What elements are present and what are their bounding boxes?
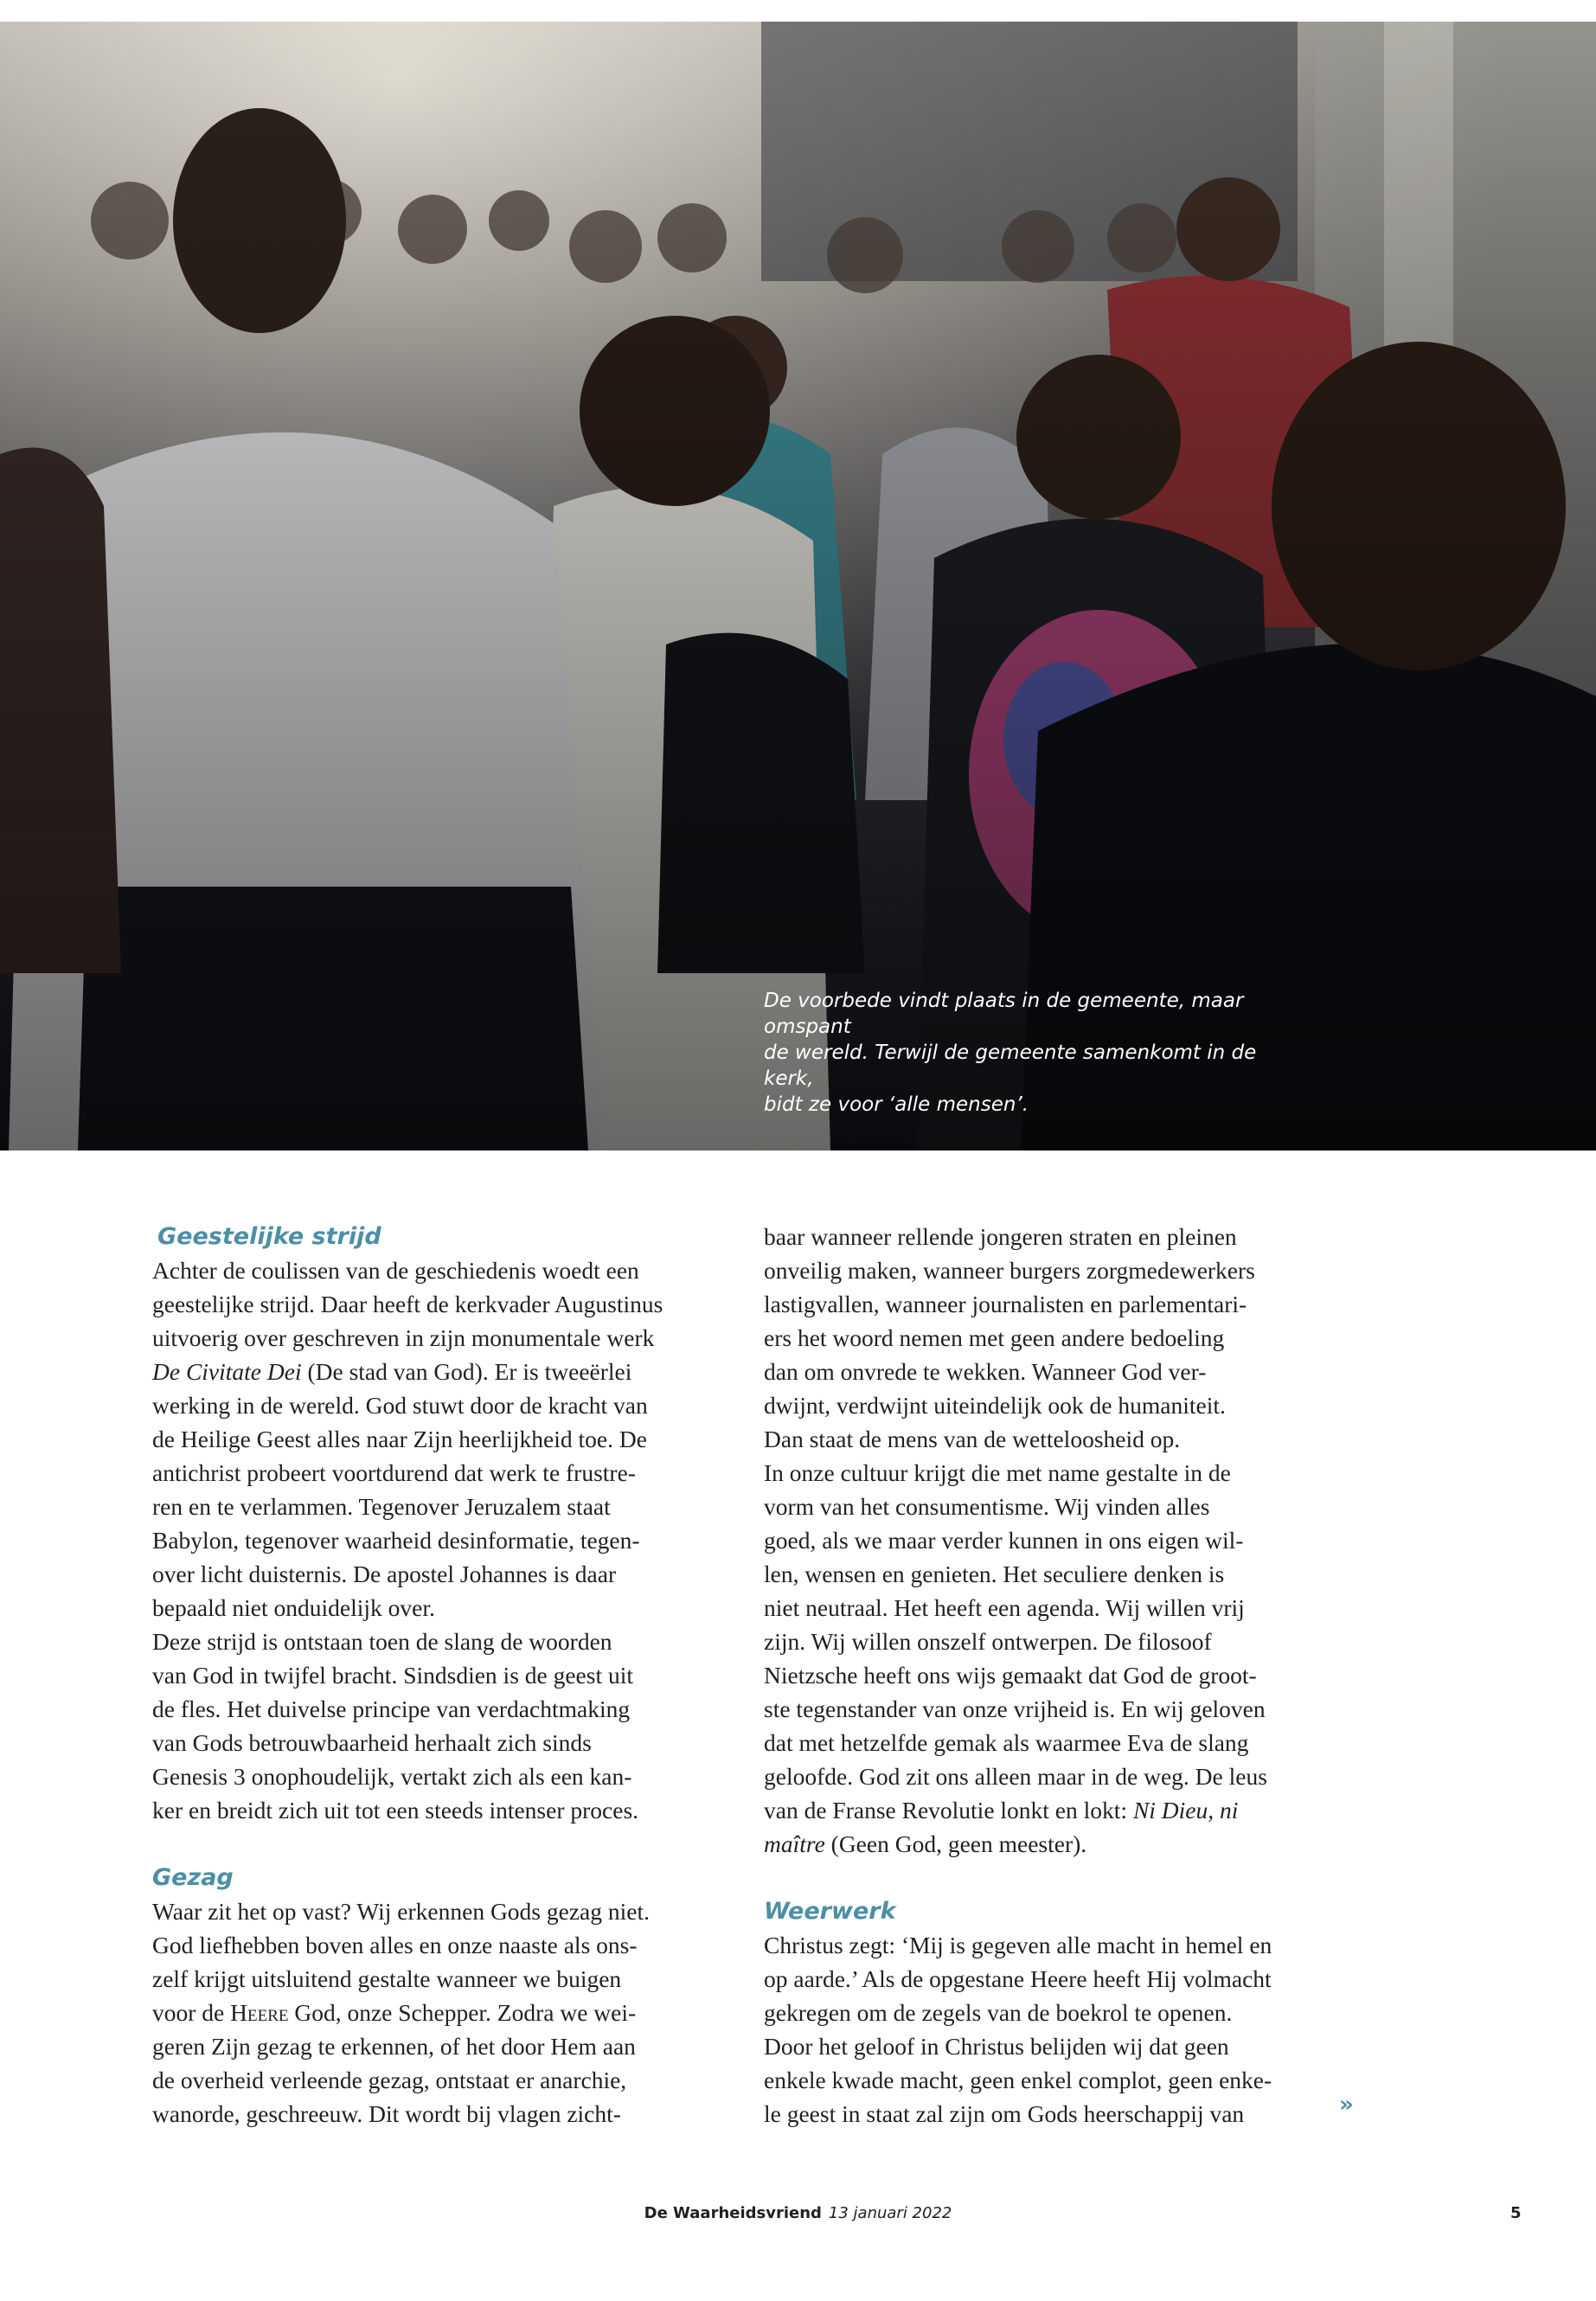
issue-date: 13 januari 2022 — [828, 2204, 952, 2222]
text-line: God, onze Schepper. Zodra we wei- — [288, 1999, 637, 2026]
text-line: gekregen om de zegels van de boekrol te openen. — [764, 1999, 1233, 2026]
text-line: uitvoerig over geschreven in zijn monumentale werk — [152, 1324, 655, 1351]
page-footer — [0, 2204, 1596, 2222]
text-line: voor de — [152, 1999, 231, 2026]
text-line: God liefhebben boven alles en onze naaste als ons- — [152, 1932, 638, 1958]
text-line: werking in de wereld. God stuwt door de kracht van — [152, 1392, 648, 1419]
text-line: vorm van het consumentisme. Wij vinden alles — [764, 1493, 1210, 1520]
lord-smallcaps: Heere — [230, 1999, 289, 2026]
text-line: bepaald niet onduidelijk over. — [152, 1594, 435, 1621]
text-line: Babylon, tegenover waarheid desinformatie, tegen- — [152, 1527, 640, 1554]
text-line: Genesis 3 onophoudelijk, vertakt zich als een kan- — [152, 1763, 632, 1790]
text-line: goed, als we maar verder kunnen in ons eigen wil- — [764, 1527, 1244, 1554]
text-line: zijn. Wij willen onszelf ontwerpen. De filosoof — [764, 1628, 1212, 1655]
text-line: geren Zijn gezag te erkennen, of het door Hem aan — [152, 2033, 636, 2060]
text-line: Nietzsche heeft ons wijs gemaakt dat God de groot- — [764, 1662, 1257, 1689]
left-column — [152, 1220, 740, 2131]
text-line: dat met hetzelfde gemak als waarmee Eva de slang — [764, 1729, 1249, 1756]
caption-line: De voorbede vindt plaats in de gemeente, maar omspant — [764, 990, 1244, 1038]
text-line: dwijnt, verdwijnt uiteindelijk ook de humaniteit. — [764, 1392, 1226, 1419]
text-line: zelf krijgt uitsluitend gestalte wanneer we buigen — [152, 1965, 622, 1992]
text-line: op aarde.’ Als de opgestane Heere heeft Hij volmacht — [764, 1965, 1272, 1992]
text-line: niet neutraal. Het heeft een agenda. Wij willen vrij — [764, 1594, 1245, 1621]
crowd-illustration — [0, 22, 1596, 1150]
paragraph — [152, 1625, 740, 1827]
text-line: len, wensen en genieten. Het seculiere denken is — [764, 1561, 1225, 1587]
section-heading: Gezag — [152, 1864, 234, 1891]
text-line: over licht duisternis. De apostel Johannes is daar — [152, 1561, 617, 1587]
text-line: Achter de coulissen van de geschiedenis woedt een — [152, 1257, 639, 1284]
text-line: van Gods betrouwbaarheid herhaalt zich sinds — [152, 1729, 592, 1756]
paragraph — [764, 1928, 1352, 2131]
text-line: onveilig maken, wanneer burgers zorgmedewerkers — [764, 1257, 1255, 1284]
paragraph — [152, 1894, 740, 2131]
caption-line: bidt ze voor ‘alle mensen’. — [764, 1093, 1029, 1116]
text-line: ker en breidt zich uit tot een steeds intenser proces. — [152, 1797, 639, 1823]
text-line: Deze strijd is ontstaan toen de slang de woorden — [152, 1628, 612, 1655]
text-line: de fles. Het duivelse principe van verdachtmaking — [152, 1695, 631, 1722]
section-heading: Geestelijke strijd — [157, 1223, 381, 1250]
magazine-name: De Waarheidsvriend — [644, 2204, 822, 2222]
text-line: Door het geloof in Christus belijden wij dat geen — [764, 2033, 1229, 2060]
section-heading: Weerwerk — [764, 1898, 896, 1925]
text-line: ste tegenstander van onze vrijheid is. En wij geloven — [764, 1695, 1266, 1722]
text-line: (Geen God, geen meester). — [824, 1830, 1087, 1857]
text-line: Christus zegt: ‘Mij is gegeven alle macht in hemel en — [764, 1932, 1272, 1958]
photo-caption — [764, 988, 1300, 1118]
page-number: 5 — [1510, 2204, 1522, 2222]
text-line: lastigvallen, wanneer journalisten en parlementari- — [764, 1291, 1247, 1317]
header-photo — [0, 22, 1596, 1150]
text-line: wanorde, geschreeuw. Dit wordt bij vlagen zicht- — [152, 2100, 621, 2127]
text-line: geestelijke strijd. Daar heeft de kerkvader Augustinus — [152, 1291, 663, 1317]
text-line: de overheid verleende gezag, ontstaat er anarchie, — [152, 2067, 627, 2093]
text-line: ers het woord nemen met geen andere bedoeling — [764, 1324, 1225, 1351]
motto-italic: maître — [764, 1830, 825, 1857]
text-line: (De stad van God). Er is tweeërlei — [301, 1358, 632, 1385]
right-column — [764, 1220, 1352, 2131]
continue-marker-icon: » — [1339, 2092, 1354, 2118]
text-line: dan om onvrede te wekken. Wanneer God ver- — [764, 1358, 1207, 1385]
caption-line: de wereld. Terwijl de gemeente samenkomt in de kerk, — [764, 1042, 1257, 1090]
text-line: Dan staat de mens van de wetteloosheid op. — [764, 1426, 1181, 1452]
book-title: De Civitate Dei — [152, 1358, 302, 1385]
text-line: van God in twijfel bracht. Sindsdien is de geest uit — [152, 1662, 634, 1689]
paragraph — [764, 1220, 1352, 1456]
paragraph — [152, 1253, 740, 1625]
text-line: antichrist probeert voortdurend dat werk te frustre- — [152, 1459, 636, 1486]
text-line: baar wanneer rellende jongeren straten en pleinen — [764, 1223, 1237, 1250]
paragraph — [764, 1456, 1352, 1861]
text-line: ren en te verlammen. Tegenover Jeruzalem staat — [152, 1493, 611, 1520]
text-line: Waar zit het op vast? Wij erkennen Gods gezag niet. — [152, 1898, 650, 1925]
text-line: enkele kwade macht, geen enkel complot, geen enke- — [764, 2067, 1272, 2093]
motto-italic: Ni Dieu, ni — [1132, 1797, 1239, 1823]
text-line: In onze cultuur krijgt die met name gestalte in de — [764, 1459, 1231, 1486]
text-line: geloofde. God zit ons alleen maar in de weg. De leus — [764, 1763, 1267, 1790]
text-line: le geest in staat zal zijn om Gods heerschappij van — [764, 2100, 1245, 2127]
text-line: de Heilige Geest alles naar Zijn heerlijkheid toe. De — [152, 1426, 647, 1452]
text-line: van de Franse Revolutie lonkt en lokt: — [764, 1797, 1133, 1823]
